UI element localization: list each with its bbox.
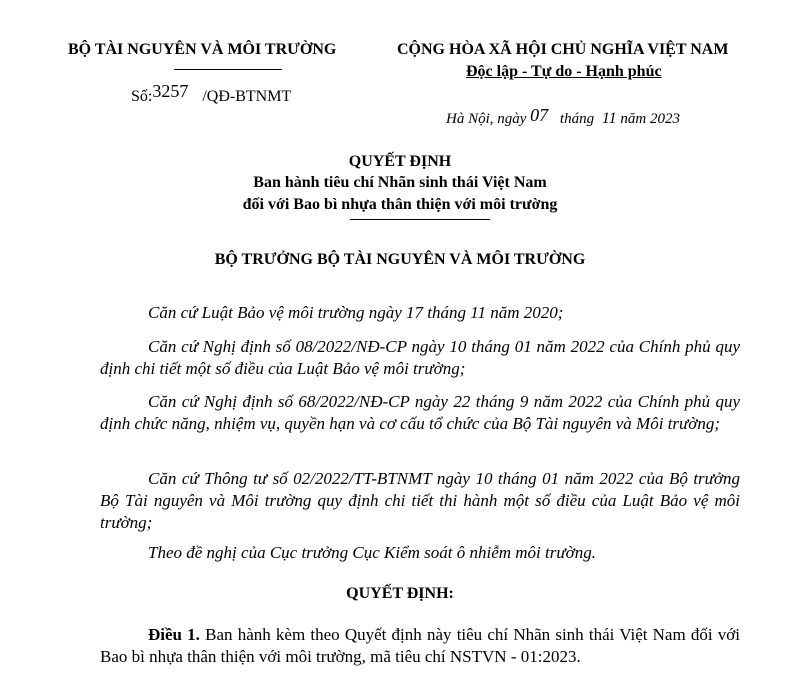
legal-basis-3: Căn cứ Nghị định số 68/2022/NĐ-CP ngày 22 tháng 9 năm 2022 của Chính phủ quy định chức năng, nhiệm vụ, quyền hạn và cơ cấu tổ chức của Bộ Tài nguyên và Môi trường; bbox=[100, 392, 740, 433]
legal-basis-2: Căn cứ Nghị định số 08/2022/NĐ-CP ngày 10 tháng 01 năm 2022 của Chính phủ quy định chi tiết một số điều của Luật Bảo vệ môi trường; bbox=[100, 337, 740, 378]
article-1-label: Điều 1. bbox=[148, 625, 200, 644]
date-day: 07 bbox=[530, 105, 549, 125]
article-1-text: Ban hành kèm theo Quyết định này tiêu chí Nhãn sinh thái Việt Nam đối với Bao bì nhựa thân thiện với môi trường, mã tiêu chí NSTVN - 01:2023. bbox=[100, 625, 740, 666]
number-value: 3257 bbox=[152, 81, 189, 101]
article-1 bbox=[100, 624, 740, 668]
document-type: QUYẾT ĐỊNH bbox=[348, 153, 452, 170]
date-month: 11 bbox=[601, 110, 617, 127]
national-motto: Độc lập - Tự do - Hạnh phúc bbox=[466, 63, 662, 80]
number-suffix: /QĐ-BTNMT bbox=[202, 88, 292, 105]
document-subject-line-2: đối với Bao bì nhựa thân thiện với môi trường bbox=[242, 196, 558, 213]
country-name: CỘNG HÒA XÃ HỘI CHỦ NGHĨA VIỆT NAM bbox=[397, 41, 729, 58]
date-prefix: Hà Nội, ngày bbox=[446, 111, 527, 127]
decision-heading: QUYẾT ĐỊNH: bbox=[346, 585, 454, 602]
number-label: Số: bbox=[131, 88, 153, 105]
date-month-label: tháng bbox=[559, 111, 595, 127]
document-subject-line-1: Ban hành tiêu chí Nhãn sinh thái Việt Nam bbox=[253, 174, 547, 191]
date-year: năm 2023 bbox=[620, 111, 680, 127]
issuing-authority: BỘ TRƯỞNG BỘ TÀI NGUYÊN VÀ MÔI TRƯỜNG bbox=[214, 251, 586, 268]
legal-basis-4: Căn cứ Thông tư số 02/2022/TT-BTNMT ngày 10 tháng 01 năm 2022 của Bộ trưởng Bộ Tài nguyên và Môi trường quy định chi tiết thi hành một số điều của Luật Bảo vệ môi trường; bbox=[100, 469, 740, 532]
issue-date bbox=[446, 107, 680, 128]
ministry-underline bbox=[174, 69, 282, 70]
title-underline bbox=[350, 219, 490, 220]
legal-basis-1: Căn cứ Luật Bảo vệ môi trường ngày 17 tháng 11 năm 2020; bbox=[148, 303, 564, 322]
document-number bbox=[131, 81, 292, 106]
issuing-ministry: BỘ TÀI NGUYÊN VÀ MÔI TRƯỜNG bbox=[68, 41, 337, 58]
proposal-basis: Theo đề nghị của Cục trưởng Cục Kiểm soát ô nhiễm môi trường. bbox=[148, 543, 596, 562]
